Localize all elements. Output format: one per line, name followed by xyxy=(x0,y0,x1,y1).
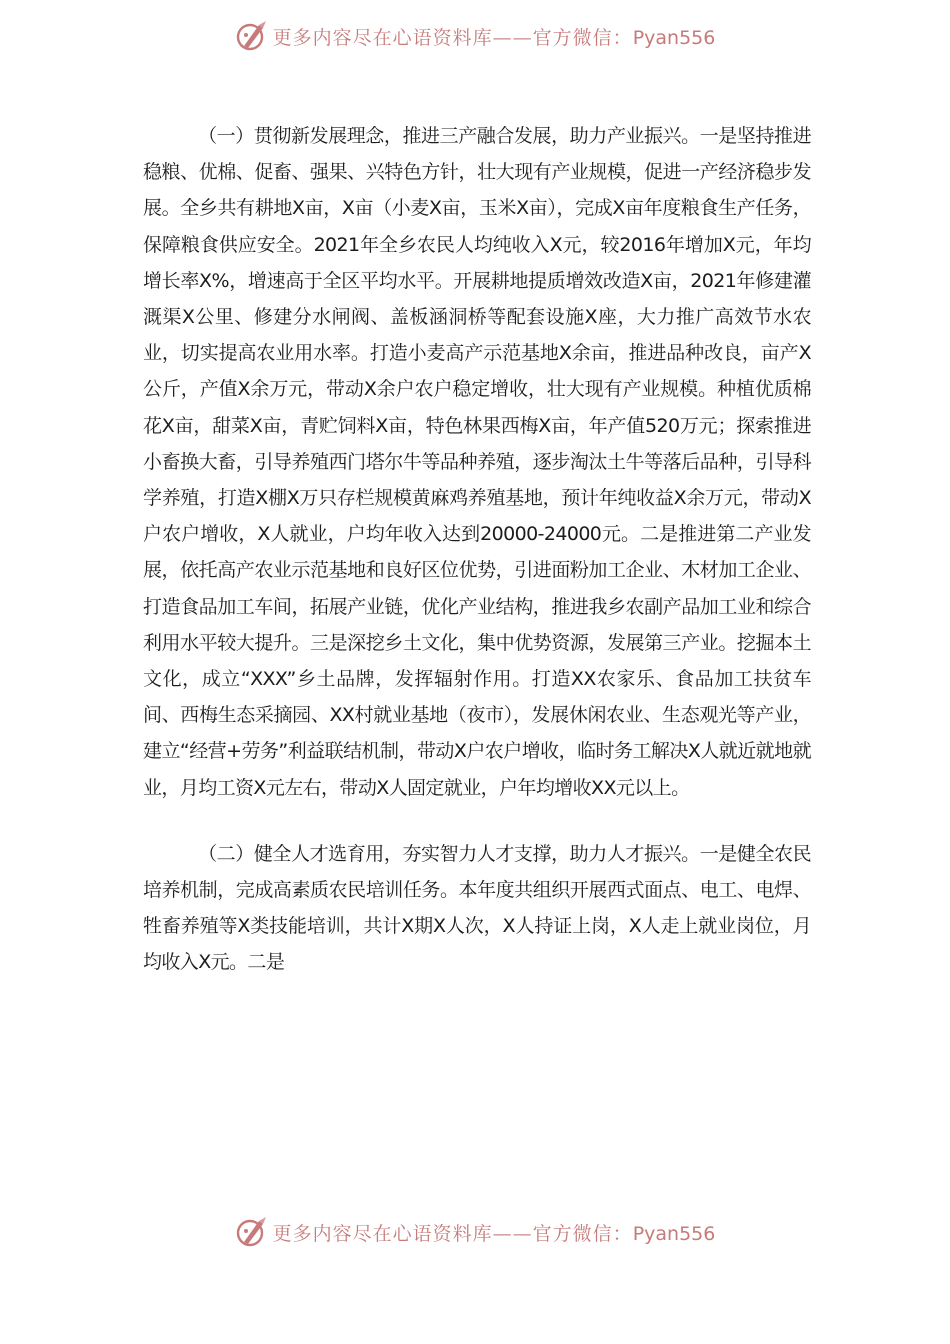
watermark-separator: —— xyxy=(492,26,533,49)
paragraph-talent-revitalization: （二）健全人才选育用，夯实智力人才支撑，助力人才振兴。一是健全农民培养机制，完成高素质农民培训任务。本年度共组织开展西式面点、电工、电焊、牲畜养殖等X类技能培训，共计X期X人次，X人持证上岗，X人走上就业岗位，月均收入X元。二是 xyxy=(143,842,811,974)
watermark-text xyxy=(273,23,716,50)
watermark-id: Pyan556 xyxy=(632,1222,716,1245)
watermark-title: 更多内容尽在心语资料库 xyxy=(272,26,493,49)
watermark-text xyxy=(273,1219,716,1246)
watermark-id: Pyan556 xyxy=(632,26,716,49)
watermark-label: 官方微信： xyxy=(532,1222,633,1245)
watermark-label: 官方微信： xyxy=(532,26,633,49)
header-watermark xyxy=(0,16,950,56)
paragraph-industry-revitalization: （一）贯彻新发展理念，推进三产融合发展，助力产业振兴。一是坚持推进稳粮、优棉、促畜、强果、兴特色方针，壮大现有产业规模，促进一产经济稳步发展。全乡共有耕地X亩，X亩（小麦X亩，玉米X亩），完成X亩年度粮食生产任务，保障粮食供应安全。2021年全乡农民人均纯收入X元，较2016年增加X元，年均增长率X%，增速高于全区平均水平。开展耕地提质增效改造X亩，2021年修建灌溉渠X公里、修建分水闸阀、盖板涵洞桥等配套设施X座，大力推广高效节水农业，切实提高农业用水率。打造小麦高产示范基地X余亩，推进品种改良，亩产X公斤，产值X余万元，带动X余户农户稳定增收，壮大现有产业规模。种植优质棉花X亩，甜菜X亩，青贮饲料X亩，特色林果西梅X亩，年产值520万元；探索推进小畜换大畜，引导养殖西门塔尔牛等品种养殖，逐步淘汰土牛等落后品种，引导科学养殖，打造X棚X万只存栏规模黄麻鸡养殖基地，预计年纯收益X余万元，带动X户农户增收，X人就业，户均年收入达到20000-24000元。二是推进第二产业发展，依托高产农业示范基地和良好区位优势，引进面粉加工企业、木材加工企业、打造食品加工车间，拓展产业链，优化产业结构，推进我乡农副产品加工业和综合利用水平较大提升。三是深挖乡土文化，集中优势资源，发展第三产业。挖掘本土文化，成立“XXX”乡土品牌，发挥辐射作用。打造XX农家乐、食品加工扶贫车间、西梅生态采摘园、XX村就业基地（夜市），发展休闲农业、生态观光等产业，建立“经营+劳务”利益联结机制，带动X户农户增收，临时务工解决X人就近就地就业，月均工资X元左右，带动X人固定就业，户年均增收XX元以上。 xyxy=(143,125,811,799)
watermark-title: 更多内容尽在心语资料库 xyxy=(272,1222,493,1245)
quill-pen-seal-icon xyxy=(235,19,269,53)
quill-pen-seal-icon xyxy=(235,1215,269,1249)
footer-watermark xyxy=(0,1212,950,1252)
document-body xyxy=(143,118,811,981)
watermark-separator: —— xyxy=(492,1222,533,1245)
